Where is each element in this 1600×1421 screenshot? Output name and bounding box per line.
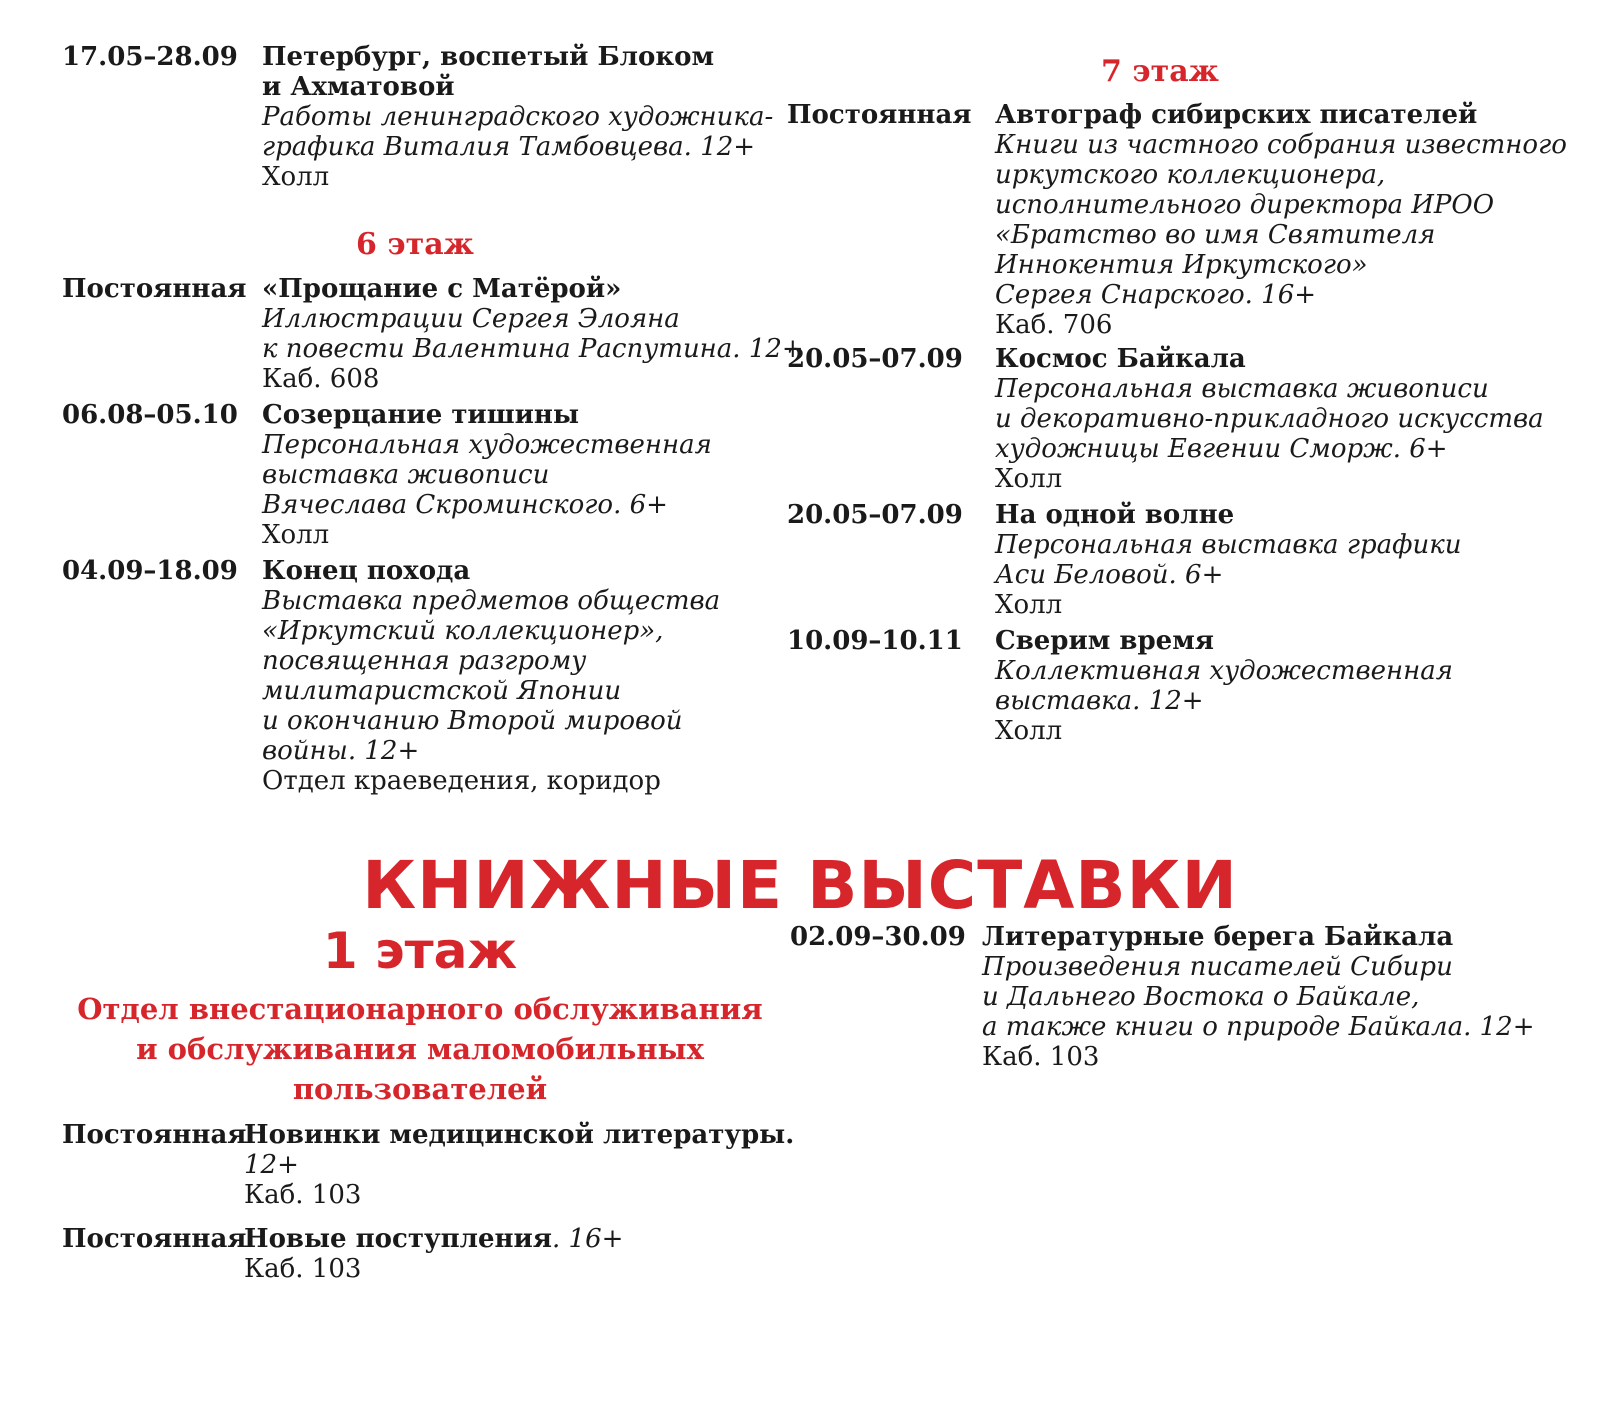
- exhibition-entry: [790, 922, 1535, 1072]
- exhibition-entry: [62, 556, 720, 796]
- entry-date: Постоянная: [62, 274, 247, 304]
- department-heading: Отдел внестационарного обслуживания и обслуживания маломобильных пользователей: [77, 992, 763, 1106]
- entry-body: [995, 344, 1544, 494]
- entry-date: 02.09–30.09: [790, 922, 966, 952]
- entry-description: Иллюстрации Сергея Элояна к повести Валентина Распутина. 12+: [262, 304, 804, 364]
- entry-location: Каб. 608: [262, 364, 380, 394]
- entry-description: Книги из частного собрания известного иркутского коллекционера, исполнительного директора ИРОО «Братство во имя Святителя Иннокентия Иркутского» Сергея Снарского. 16+: [995, 130, 1567, 310]
- entry-location: Каб. 103: [244, 1180, 362, 1210]
- exhibition-entry: [787, 626, 1453, 746]
- entry-body: [995, 100, 1567, 340]
- entry-title: Литературные берега Байкала: [982, 922, 1454, 952]
- entry-date: 04.09–18.09: [62, 556, 238, 586]
- section-title: КНИЖНЫЕ ВЫСТАВКИ: [362, 847, 1238, 924]
- entry-title: Сверим время: [995, 626, 1214, 656]
- entry-location: Каб. 103: [244, 1254, 362, 1284]
- entry-age-rating: . 16+: [552, 1224, 624, 1254]
- entry-title: Созерцание тишины: [262, 400, 580, 430]
- entry-description: 12+: [244, 1150, 299, 1180]
- entry-description: Коллективная художественная выставка. 12+: [995, 656, 1453, 716]
- entry-body: [995, 500, 1461, 620]
- entry-body: [262, 556, 720, 796]
- entry-date: 10.09–10.11: [787, 626, 963, 656]
- entry-body: [262, 274, 804, 394]
- entry-date: 20.05–07.09: [787, 500, 963, 530]
- entry-location: Отдел краеведения, коридор: [262, 766, 661, 796]
- entry-title: [244, 1224, 623, 1254]
- entry-title-text: Новые поступления: [244, 1224, 553, 1254]
- entry-date: 06.08–05.10: [62, 400, 238, 430]
- exhibition-entry: [62, 42, 773, 192]
- entry-body: [244, 1120, 794, 1210]
- entry-location: Каб. 103: [982, 1042, 1100, 1072]
- entry-body: [244, 1224, 623, 1284]
- entry-title-continued: и Ахматовой: [262, 72, 455, 102]
- entry-title: Космос Байкала: [995, 344, 1246, 374]
- entry-body: [262, 400, 712, 550]
- exhibition-entry: [787, 500, 1461, 620]
- entry-title: Новинки медицинской литературы.: [244, 1120, 795, 1150]
- entry-location: Холл: [262, 520, 330, 550]
- entry-title: На одной волне: [995, 500, 1235, 530]
- entry-location: Холл: [995, 716, 1063, 746]
- floor-heading-1: 1 этаж: [322, 922, 518, 980]
- entry-date: Постоянная: [62, 1120, 247, 1150]
- entry-body: [262, 42, 773, 192]
- entry-description: Персональная выставка графики Аси Беловой. 6+: [995, 530, 1462, 590]
- entry-description: Персональная выставка живописи и декоративно-прикладного искусства художницы Евгении Сморж. 6+: [995, 374, 1544, 464]
- floor-heading-7: 7 этаж: [1101, 54, 1219, 89]
- entry-date: Постоянная: [62, 1224, 247, 1254]
- entry-date: Постоянная: [787, 100, 972, 130]
- exhibition-entry: [62, 1120, 794, 1210]
- exhibition-entry: [787, 100, 1567, 340]
- entry-location: Холл: [262, 162, 330, 192]
- entry-description: Выставка предметов общества «Иркутский коллекционер», посвященная разгрому милитаристской Японии и окончанию Второй мировой войны. 12+: [262, 586, 721, 766]
- entry-location: Холл: [995, 590, 1063, 620]
- entry-location: Каб. 706: [995, 310, 1113, 340]
- entry-description: Работы ленинградского художника- графика Виталия Тамбовцева. 12+: [262, 102, 774, 162]
- entry-description: Персональная художественная выставка живописи Вячеслава Скроминского. 6+: [262, 430, 712, 520]
- entry-body: [995, 626, 1453, 746]
- entry-description: Произведения писателей Сибири и Дальнего Востока о Байкале, а также книги о природе Байкала. 12+: [982, 952, 1535, 1042]
- floor-heading-6: 6 этаж: [356, 227, 474, 262]
- entry-title: Петербург, воспетый Блоком: [262, 42, 715, 72]
- entry-title: «Прощание с Матёрой»: [262, 274, 622, 304]
- exhibition-entry: [62, 274, 804, 394]
- entry-location: Холл: [995, 464, 1063, 494]
- exhibition-entry: [62, 400, 712, 550]
- entry-title: Автограф сибирских писателей: [995, 100, 1478, 130]
- entry-body: [982, 922, 1535, 1072]
- entry-title: Конец похода: [262, 556, 471, 586]
- exhibition-entry: [62, 1224, 623, 1284]
- entry-date: 17.05–28.09: [62, 42, 238, 72]
- entry-date: 20.05–07.09: [787, 344, 963, 374]
- exhibition-entry: [787, 344, 1544, 494]
